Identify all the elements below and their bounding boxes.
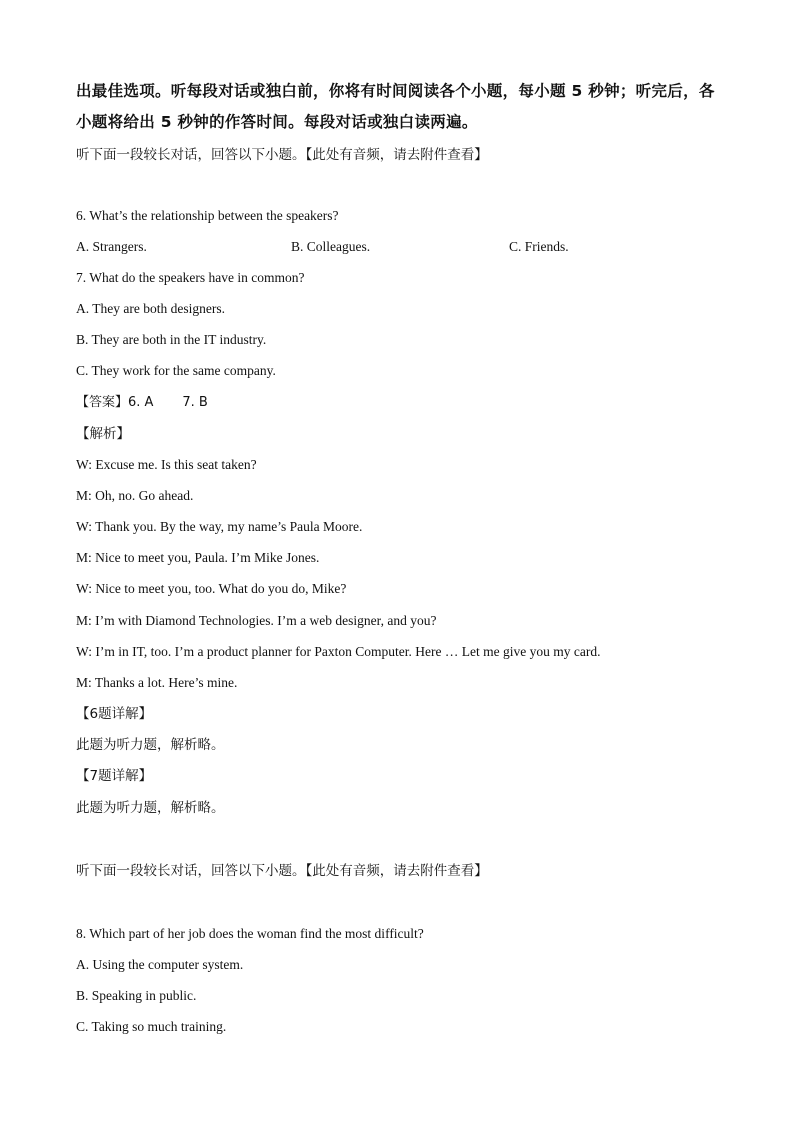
q7-option-b: B. They are both in the IT industry. — [76, 332, 267, 347]
q6-option-c: C. Friends. — [509, 239, 569, 254]
q7-option-a: A. They are both designers. — [76, 301, 225, 316]
q6-detail-label: 【6题详解】 — [76, 706, 153, 722]
section1-instruction: 听下面一段较长对话，回答以下小题。【此处有音频，请去附件查看】 — [76, 147, 488, 163]
section2-instruction: 听下面一段较长对话，回答以下小题。【此处有音频，请去附件查看】 — [76, 863, 488, 879]
q6-option-b: B. Colleagues. — [291, 239, 371, 254]
transcript-line: W: Thank you. By the way, my name’s Paula Moore. — [76, 519, 363, 534]
question-7: 7. What do the speakers have in common? — [76, 270, 305, 285]
q7-detail-text: 此题为听力题，解析略。 — [76, 800, 225, 816]
answer-line: 【答案】6. A 7. B — [76, 395, 208, 410]
q8-option-a: A. Using the computer system. — [76, 957, 244, 972]
analysis-label: 【解析】 — [76, 426, 130, 442]
intro-line-1: 出最佳选项。听每段对话或独白前，你将有时间阅读各个小题，每小题 5 秒钟；听完后，各 — [76, 82, 715, 100]
transcript-line: W: Nice to meet you, too. What do you do, Mike? — [76, 581, 347, 596]
q7-option-c: C. They work for the same company. — [76, 363, 276, 378]
transcript-line: W: I’m in IT, too. I’m a product planner for Paxton Computer. Here … Let me give you my card. — [76, 644, 601, 659]
q7-detail-label: 【7题详解】 — [76, 768, 153, 784]
question-6-options — [76, 238, 726, 256]
q6-option-a: A. Strangers. — [76, 239, 147, 254]
q6-detail-text: 此题为听力题，解析略。 — [76, 737, 225, 753]
transcript-line: W: Excuse me. Is this seat taken? — [76, 457, 257, 472]
transcript-line: M: Nice to meet you, Paula. I’m Mike Jones. — [76, 550, 320, 565]
transcript-line: M: Oh, no. Go ahead. — [76, 488, 194, 503]
intro-line-2: 小题将给出 5 秒钟的作答时间。每段对话或独白读两遍。 — [76, 113, 478, 131]
transcript-line: M: I’m with Diamond Technologies. I’m a web designer, and you? — [76, 613, 437, 628]
q8-option-b: B. Speaking in public. — [76, 988, 197, 1003]
question-6: 6. What’s the relationship between the speakers? — [76, 208, 339, 223]
question-8: 8. Which part of her job does the woman find the most difficult? — [76, 926, 424, 941]
transcript-line: M: Thanks a lot. Here’s mine. — [76, 675, 238, 690]
q8-option-c: C. Taking so much training. — [76, 1019, 227, 1034]
